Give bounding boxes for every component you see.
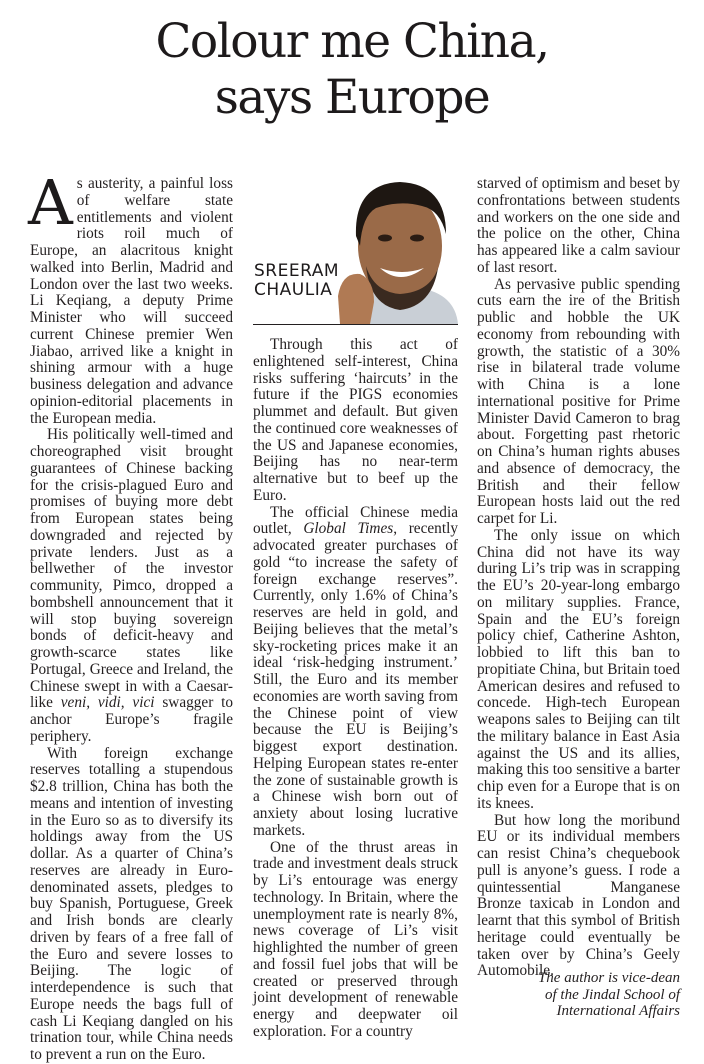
author-photo xyxy=(330,176,460,324)
article-column-3 xyxy=(477,176,680,980)
headline xyxy=(0,14,704,126)
paragraph: starved of optimism and beset by confrontations between students and workers on the one side and the police on the other, China has appeared like a calm saviour of last resort. xyxy=(477,175,680,276)
paragraph: With foreign exchange reserves totalling a stupendous $2.8 trillion, China has both the means and intention of investing in the Euro so as to diversify its holdings away from the US dollar. As a quarter of China’s reserves are already in Euro-denominated assets, pledges to buy Spanish, Portuguese, Greek and Irish bonds are clearly driven by fears of a free fall of the Euro and severe losses to Beijing. The logic of interdependence is such that Europe needs the bags full of cash Li Keqiang dangled on his trination tour, while China needs to prevent a run on the Euro. xyxy=(30,744,233,1063)
paragraph: As pervasive public spending cuts earn the ire of the British public and hobble the UK economy from rebounding with growth, the statistic of a 30% rise in bilateral trade volume with China is a lone international positive for Prime Minister David Cameron to brag about. Forgetting past rhetoric on China’s human rights abuses and absence of democracy, the British and their fellow European hosts laid out the red carpet for Li. xyxy=(477,275,680,527)
drop-cap: A xyxy=(28,166,73,239)
byline-divider xyxy=(253,324,458,325)
author-note: The author is vice-dean of the Jindal School of International Affairs xyxy=(537,970,680,1019)
paragraph: Through this act of enlightened self-interest, China risks suffering ‘haircuts’ in the future if the PIGS economies plummet and default. But given the continued core weaknesses of the US and Japanese economies, Beijing has no near-term alternative but to beef up the Euro. xyxy=(253,336,458,504)
italic-phrase: Global Times xyxy=(303,520,394,538)
paragraph: The only issue on which China did not have its way during Li’s trip was in scrapping the EU’s 20-year-long embargo on military supplies. France, Spain and the EU’s foreign policy chief, Catherine Ashton, lobbied to lift this ban to propitiate China, but Britain toed American desires and refused to concede. High-tech European weapons sales to Beijing can tilt the military balance in East Asia against the US and its allies, making this too sensitive a barter chip even for a Europe that is on its knees. xyxy=(477,526,680,812)
paragraph: One of the thrust areas in trade and investment deals struck by Li’s entourage was energy technology. In Britain, where the unemployment rate is nearly 8%, news coverage of Li’s visit highlighted the number of green and fossil fuel jobs that will be created or preserved through joint development of renewable energy and deepwater oil exploration. For a country xyxy=(253,838,458,1040)
headline-line-1: Colour me China, xyxy=(155,14,549,69)
author-portrait-image xyxy=(330,176,460,324)
author-last-name: CHAULIA xyxy=(254,280,333,300)
author-byline xyxy=(254,262,339,300)
article-column-1 xyxy=(28,166,233,1064)
paragraph: His politically well-timed and choreographed visit brought guarantees of Chinese backing for the crisis-plagued Euro and promises of buying more debt from European states being downgraded and rejected by private lenders. Just as a bellwether of the investor community, Pimco, dropped a bombshell announcement that it will stop buying sovereign bonds of deficit-heavy and growth-scarce states like Portugal, Greece and Ireland, the Chinese swept in with a Caesar-like veni, vidi, vici swagger to anchor Europe’s fragile periphery. xyxy=(30,426,233,745)
paragraph: But how long the moribund EU or its individual members can resist China’s chequebook pull is anyone’s guess. I rode a quintessential Manganese Bronze taxicab in London and learnt that this symbol of British heritage could eventually be taken over by China’s Geely Automobile. xyxy=(477,811,680,980)
article-column-2 xyxy=(253,337,458,1041)
author-first-name: SREERAM xyxy=(254,261,340,281)
paragraph: The official Chinese media outlet, Global Times, recently advocated greater purchases of gold “to increase the safety of foreign exchange reserves”. Currently, only 1.6% of China’s reserves are held in gold, and Beijing believes that the metal’s sky-rocketing prices make it an ideal ‘risk-hedging instrument.’ Still, the Euro and its member economies are worth saving from the Chinese point of view because the EU is Beijing’s biggest export destination. Helping European states re-enter the zone of sustainable growth is a Chinese wish born out of anxiety about losing lucrative markets. xyxy=(253,503,458,839)
italic-phrase: veni, vidi, vici xyxy=(60,694,155,712)
headline-line-2: says Europe xyxy=(214,70,490,125)
paragraph: As austerity, a painful loss of welfare state entitlements and violent riots roil much of Europe, an alacritous knight walked into Berlin, Madrid and London over the last two weeks. Li Keqiang, a deputy Prime Minister who will succeed current Chinese premier Wen Jiabao, arrived like a knight in shining armour with a huge business delegation and advance opinion-editorial placements in the European media. xyxy=(28,166,233,427)
